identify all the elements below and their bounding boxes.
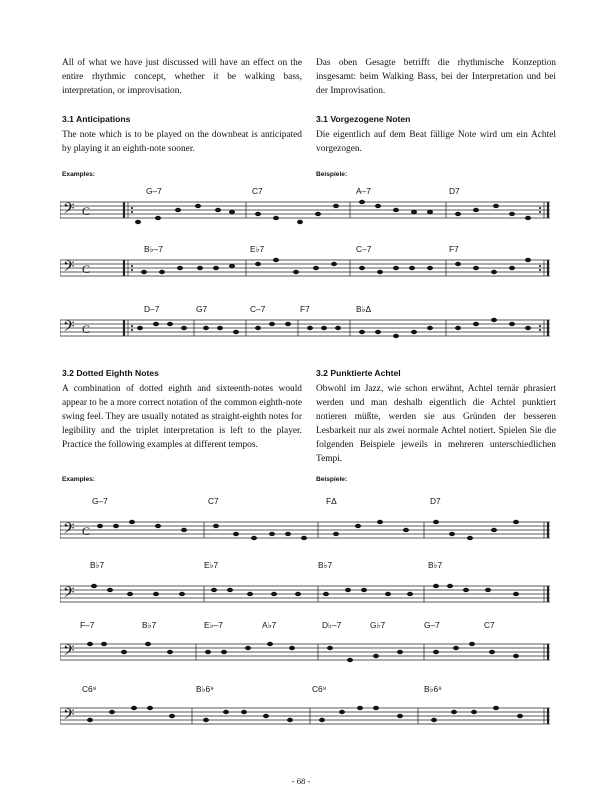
section-heading-de: 3.2 Punktierte Achtel — [316, 368, 401, 378]
chord-symbol: A–7 — [356, 186, 371, 196]
svg-text:C: C — [82, 262, 91, 276]
music-staff — [60, 314, 550, 354]
chord-symbol: D♭–7 — [322, 620, 342, 630]
chord-symbol: B♭7 — [142, 620, 157, 630]
music-staff — [60, 196, 550, 236]
svg-text:C: C — [82, 204, 91, 218]
chord-symbol: FΔ — [326, 496, 337, 506]
chord-symbol: A♭7 — [262, 620, 277, 630]
chord-symbol: G–7 — [146, 186, 162, 196]
page-number: - 68 - — [291, 776, 311, 786]
chord-symbol: C6⁹ — [312, 684, 327, 694]
bass-clef-icon: 𝄢 — [63, 258, 75, 278]
chord-symbol: C6⁹ — [82, 684, 97, 694]
chord-symbol: B♭6⁹ — [424, 684, 442, 694]
chord-symbol: G♭7 — [370, 620, 386, 630]
chord-symbol: G–7 — [92, 496, 108, 506]
intro-text-de: Das oben Gesagte betrifft die rhythmische Konzeption insgesamt: beim Walking Bass, bei der Interpretation und bei der Improvisation. — [316, 58, 556, 96]
bass-clef-icon: 𝄢 — [63, 318, 75, 338]
chord-symbol: E♭–7 — [204, 620, 223, 630]
svg-text:C: C — [82, 322, 91, 336]
chord-symbol: D7 — [449, 186, 460, 196]
bass-clef-icon: 𝄢 — [63, 584, 75, 604]
section-heading-de: 3.1 Vorgezogene Noten — [316, 114, 411, 124]
chord-symbol: D7 — [430, 496, 441, 506]
intro-text-en: All of what we have just discussed will have an effect on the entire rhythmic concept, whether it be walking bass, interpretation, or improvisation. — [62, 58, 302, 96]
chord-symbol: E♭7 — [204, 560, 219, 570]
examples-label-en: Examples: — [62, 476, 95, 483]
chord-symbol: F–7 — [80, 620, 95, 630]
music-staff — [60, 638, 550, 678]
chord-symbol: F7 — [300, 304, 310, 314]
chord-symbol: C–7 — [356, 244, 372, 254]
chord-symbol: B♭Δ — [356, 304, 372, 314]
chord-symbol: B♭6⁹ — [196, 684, 214, 694]
bass-clef-icon: 𝄢 — [63, 200, 75, 220]
section-text-en: A combination of dotted eighth and sixteenth-notes would appear to be a more correct notation of the common eighth-note swing feel. They are usually notated as straight-eighth notes for legibility and the triplet interpretation is left to the player. Practice the following examples at different tempos. — [62, 384, 302, 450]
svg-text:C: C — [82, 524, 91, 538]
section-text-de: Die eigentlich auf dem Beat fällige Note wird um ein Achtel vorgezogen. — [316, 130, 556, 154]
examples-label-de: Beispiele: — [316, 476, 348, 483]
music-staff — [60, 702, 550, 742]
music-staff — [60, 580, 550, 620]
chord-symbol: G7 — [196, 304, 208, 314]
chord-symbol: C7 — [484, 620, 495, 630]
bass-clef-icon: 𝄢 — [63, 642, 75, 662]
music-staff — [60, 254, 550, 294]
bass-clef-icon: 𝄢 — [63, 520, 75, 540]
chord-symbol: B♭7 — [90, 560, 105, 570]
music-staff — [60, 516, 550, 556]
examples-label-en: Examples: — [62, 171, 95, 178]
chord-symbol: B♭7 — [318, 560, 333, 570]
section-text-de: Obwohl im Jazz, wie schon erwähnt, Achtel ternär phrasiert werden und man deshalb eigentlich die Achtel punktiert notieren müßte, werden sie aus Gründen der besseren Lesbarkeit nur als zwei normale Achtel notiert. Spielen Sie die folgenden Beispiele jeweils in mehreren unterschiedlichen Tempi. — [316, 384, 556, 464]
chord-symbol: D–7 — [144, 304, 160, 314]
chord-symbol: F7 — [449, 244, 459, 254]
section-heading-en: 3.2 Dotted Eighth Notes — [62, 368, 159, 378]
chord-symbol: B♭7 — [428, 560, 443, 570]
chord-symbol: B♭–7 — [144, 244, 163, 254]
chord-symbol: C7 — [252, 186, 263, 196]
section-text-en: The note which is to be played on the downbeat is anticipated by playing it an eighth-note sooner. — [62, 130, 302, 154]
section-heading-en: 3.1 Anticipations — [62, 114, 131, 124]
examples-label-de: Beispiele: — [316, 171, 348, 178]
chord-symbol: G–7 — [424, 620, 440, 630]
chord-symbol: E♭7 — [250, 244, 265, 254]
chord-symbol: C–7 — [250, 304, 266, 314]
bass-clef-icon: 𝄢 — [63, 706, 75, 726]
chord-symbol: C7 — [208, 496, 219, 506]
